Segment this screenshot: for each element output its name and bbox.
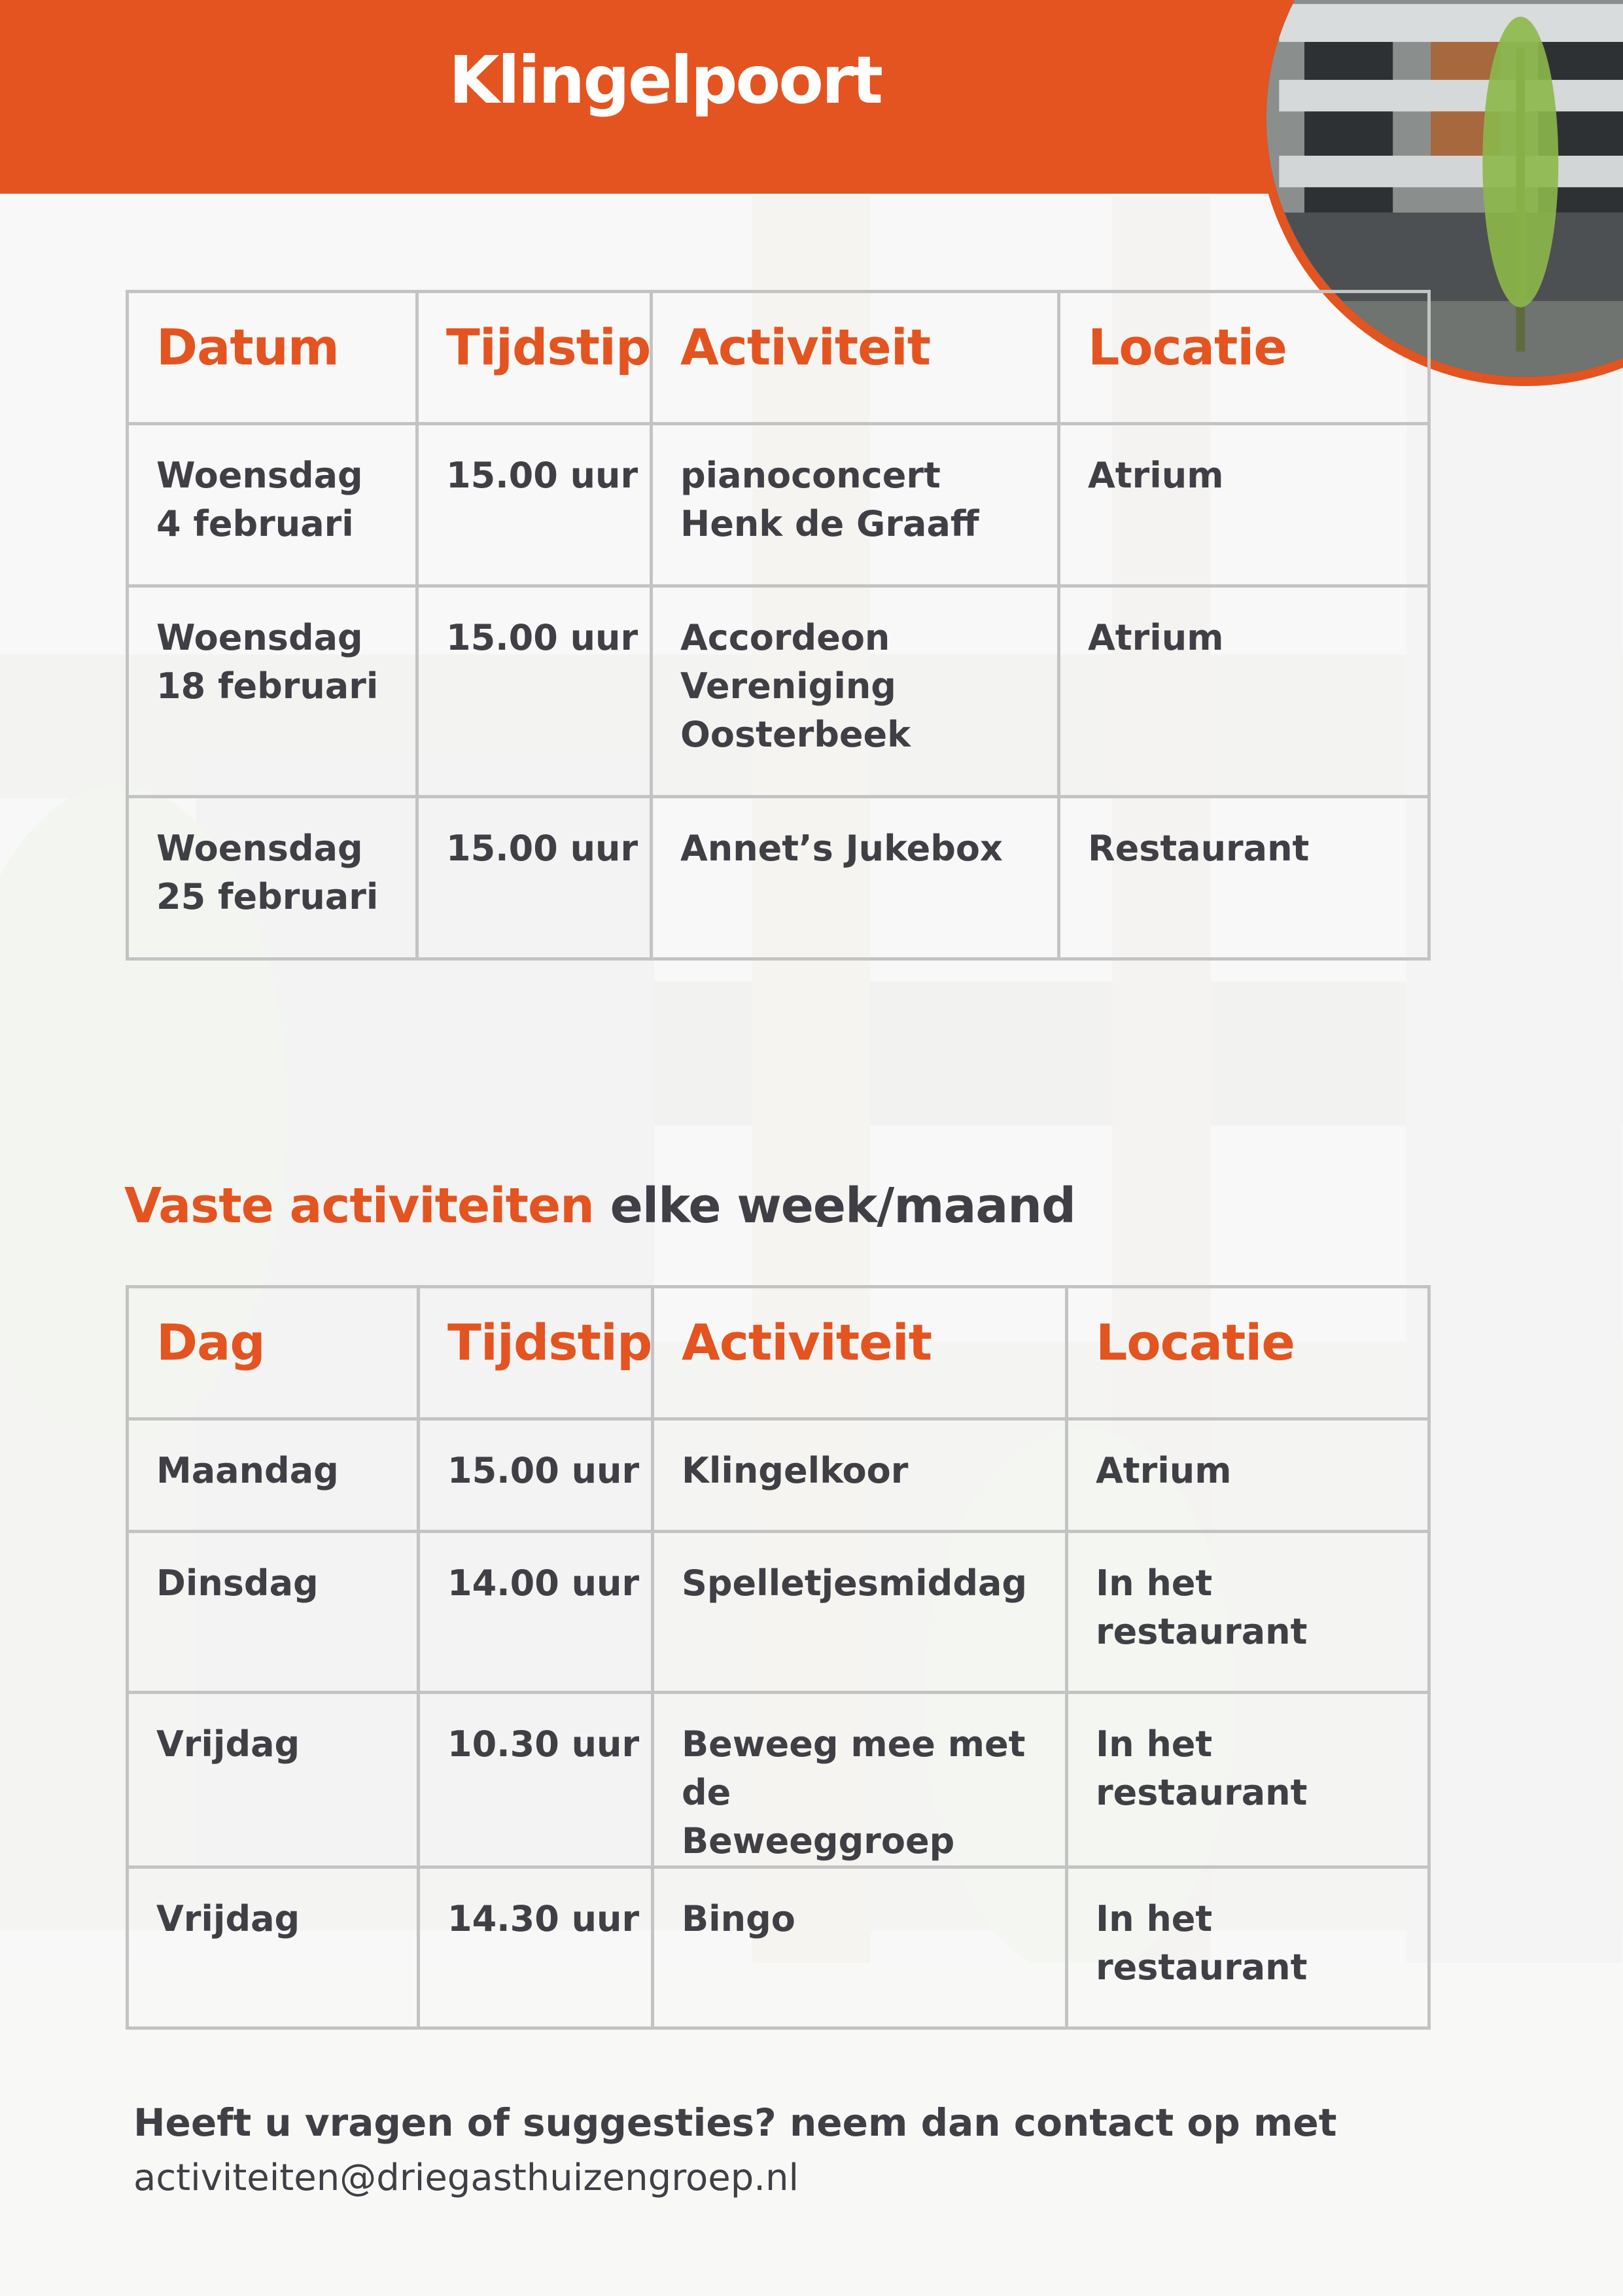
cell-time: 14.30 uur [419,1867,653,2028]
section-title-accent: Vaste activiteiten [124,1178,594,1234]
cell-time: 10.30 uur [419,1693,653,1867]
header-dag: Dag [128,1287,419,1419]
cell-day: Dinsdag [128,1532,419,1693]
cell-date: Woensdag 18 februari [128,586,417,797]
cell-location: In het restaurant [1067,1693,1429,1867]
cell-activity: Beweeg mee met de Beweeggroep [653,1693,1067,1867]
table-row [128,1419,1429,1532]
cell-day: Vrijdag [128,1867,419,2028]
cell-date: Woensdag 4 februari [128,424,417,586]
cell-activity: Bingo [653,1867,1067,2028]
section-title-rest: elke week/maand [593,1178,1075,1234]
section-title [124,1178,1075,1234]
cell-activity: Klingelkoor [653,1419,1067,1532]
header-tijdstip: Tijdstip [417,292,652,424]
table-row [128,424,1429,586]
table-header-row [128,1287,1429,1419]
cell-activity: Spelletjesmiddag [653,1532,1067,1693]
cell-location: Atrium [1067,1419,1429,1532]
table-row [128,1693,1429,1867]
cell-time: 15.00 uur [417,797,652,959]
header-activiteit: Activiteit [653,1287,1067,1419]
cell-activity: pianoconcert Henk de Graaff [652,424,1059,586]
header-activiteit: Activiteit [652,292,1059,424]
cell-time: 15.00 uur [417,424,652,586]
contact-email[interactable]: activiteiten@driegasthuizengroep.nl [133,2157,799,2199]
klingelpoort-logo: Klingelpoort [449,42,882,118]
events-table [126,290,1431,961]
cell-activity: Annet’s Jukebox [652,797,1059,959]
recurring-activities-table [126,1285,1431,2030]
cell-location: Atrium [1059,424,1429,586]
table-row [128,586,1429,797]
cell-location: In het restaurant [1067,1867,1429,2028]
table-header-row [128,292,1429,424]
cell-day: Maandag [128,1419,419,1532]
cell-time: 15.00 uur [417,586,652,797]
table-row [128,797,1429,959]
table-row [128,1532,1429,1693]
header-locatie: Locatie [1059,292,1429,424]
cell-location: Restaurant [1059,797,1429,959]
cell-time: 14.00 uur [419,1532,653,1693]
cell-day: Vrijdag [128,1693,419,1867]
table-row [128,1867,1429,2028]
header-locatie: Locatie [1067,1287,1429,1419]
cell-time: 15.00 uur [419,1419,653,1532]
cell-location: In het restaurant [1067,1532,1429,1693]
cell-activity: Accordeon Vereniging Oosterbeek [652,586,1059,797]
cell-date: Woensdag 25 februari [128,797,417,959]
header-tijdstip: Tijdstip [419,1287,653,1419]
header-datum: Datum [128,292,417,424]
cell-location: Atrium [1059,586,1429,797]
contact-question: Heeft u vragen of suggesties? neem dan contact op met [133,2100,1337,2145]
